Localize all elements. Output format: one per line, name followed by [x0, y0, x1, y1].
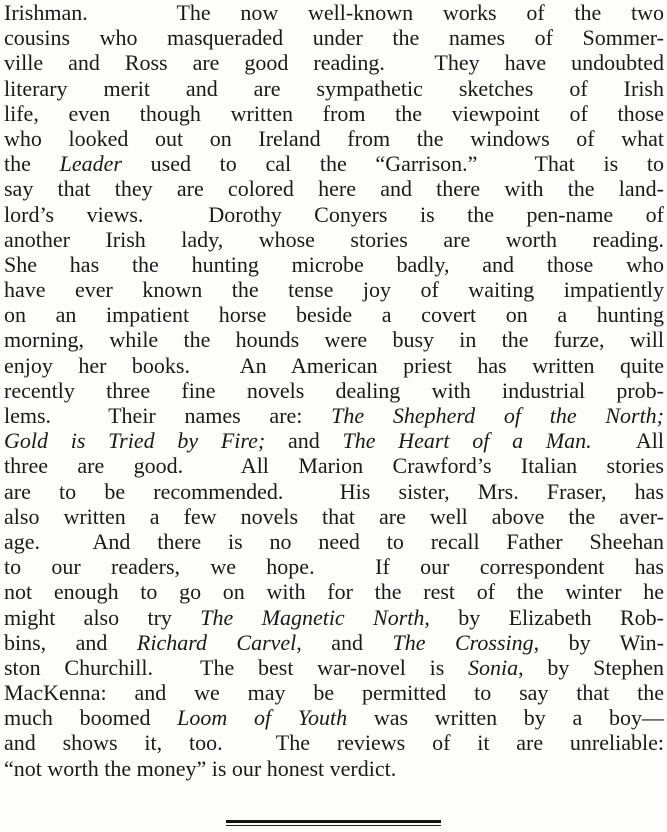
italic-title: The Magnetic North	[200, 604, 425, 630]
text-segment: She has the hunting microbe badly, and those who	[4, 251, 664, 277]
text-segment: and	[265, 428, 343, 454]
text-segment: recently three fine novels dealing with industrial prob-	[4, 377, 664, 403]
text-segment: ston Churchill. The best war-novel is	[4, 654, 469, 680]
text-segment: life, even though written from the viewpoint of those	[4, 100, 664, 126]
text-line	[4, 730, 664, 755]
text-segment: who looked out on Ireland from the windows of what	[4, 125, 664, 151]
text-segment: bins, and	[4, 629, 137, 655]
text-segment: not enough to go on with for the rest of the winter he	[4, 579, 664, 605]
text-segment: another Irish lady, whose stories are worth reading.	[4, 226, 664, 252]
italic-title: The Crossing	[392, 629, 534, 655]
text-segment: and shows it, too. The reviews of it are unreliable:	[4, 730, 664, 756]
text-line	[4, 705, 664, 730]
text-segment: All	[591, 428, 664, 454]
text-segment: used to cal the “Garrison.” That is to	[121, 151, 664, 177]
text-segment: literary merit and are sympathetic sketches of Irish	[4, 75, 664, 101]
text-segment: to our readers, we hope. If our correspondent has	[4, 554, 664, 580]
text-segment: on an impatient horse beside a covert on a hunting	[4, 302, 664, 328]
text-segment: Irishman. The now well-known works of the two	[4, 0, 664, 25]
article-column	[4, 0, 664, 781]
text-segment: “not worth the money” is our honest verdict.	[4, 755, 397, 781]
text-segment: might also try	[4, 604, 201, 630]
text-segment: MacKenna: and we may be permitted to say that the	[4, 680, 664, 706]
text-line	[4, 453, 664, 478]
text-line	[4, 277, 664, 302]
text-line	[4, 126, 664, 151]
italic-title: Leader	[59, 151, 122, 177]
text-line	[4, 353, 664, 378]
text-segment: enjoy her books. An American priest has written quite	[4, 352, 664, 378]
text-segment: , by Stephen	[518, 654, 664, 680]
text-segment: also written a few novels that are well above the aver-	[4, 503, 664, 529]
text-segment: , by Win-	[533, 629, 664, 655]
italic-title: Richard Carvel	[136, 629, 297, 655]
text-line	[4, 202, 664, 227]
divider-thick-rule	[226, 820, 441, 823]
text-line	[4, 605, 664, 630]
text-line	[4, 529, 664, 554]
text-line	[4, 579, 664, 604]
text-line	[4, 479, 664, 504]
text-segment: three are good. All Marion Crawford’s Italian stories	[4, 453, 664, 479]
text-segment: say that they are colored here and there with the land-	[4, 176, 664, 202]
text-line	[4, 25, 664, 50]
text-line	[4, 176, 664, 201]
text-line	[4, 630, 664, 655]
section-divider	[226, 820, 441, 828]
text-line	[4, 101, 664, 126]
italic-title: The Shepherd of the North;	[331, 403, 665, 428]
text-segment: have ever known the tense joy of waiting impatiently	[4, 277, 664, 303]
italic-title: Sonia	[468, 654, 519, 680]
text-segment: are to be recommended. His sister, Mrs. Fraser, has	[4, 478, 664, 504]
text-segment: the	[4, 151, 60, 177]
text-line	[4, 403, 664, 428]
italic-title: The Heart of a Man.	[342, 428, 592, 454]
text-segment: lord’s views. Dorothy Conyers is the pen-name of	[4, 201, 664, 227]
text-line	[4, 76, 664, 101]
text-line	[4, 151, 664, 176]
text-line	[4, 302, 664, 327]
text-line	[4, 655, 664, 680]
text-segment: , by Elizabeth Rob-	[424, 604, 664, 630]
text-line	[4, 0, 664, 25]
text-line	[4, 227, 664, 252]
text-line	[4, 327, 664, 352]
text-segment: was written by a boy—	[347, 705, 664, 731]
italic-title: Gold is Tried by Fire;	[4, 428, 266, 454]
text-segment: lems. Their names are:	[4, 403, 332, 428]
text-segment: morning, while the hounds were busy in the furze, will	[4, 327, 664, 353]
text-line	[4, 378, 664, 403]
italic-title: Loom of Youth	[177, 705, 348, 731]
divider-thin-rule	[226, 825, 441, 826]
text-segment: cousins who masqueraded under the names of Sommer-	[4, 25, 664, 51]
text-line	[4, 252, 664, 277]
text-segment: age. And there is no need to recall Father Sheehan	[4, 528, 664, 554]
text-line	[4, 756, 664, 781]
text-line	[4, 50, 664, 75]
text-segment: ville and Ross are good reading. They have undoubted	[4, 50, 664, 76]
text-line	[4, 504, 664, 529]
text-line	[4, 554, 664, 579]
text-line	[4, 680, 664, 705]
text-segment: much boomed	[4, 705, 178, 731]
text-segment: , and	[296, 629, 393, 655]
text-line	[4, 428, 664, 453]
